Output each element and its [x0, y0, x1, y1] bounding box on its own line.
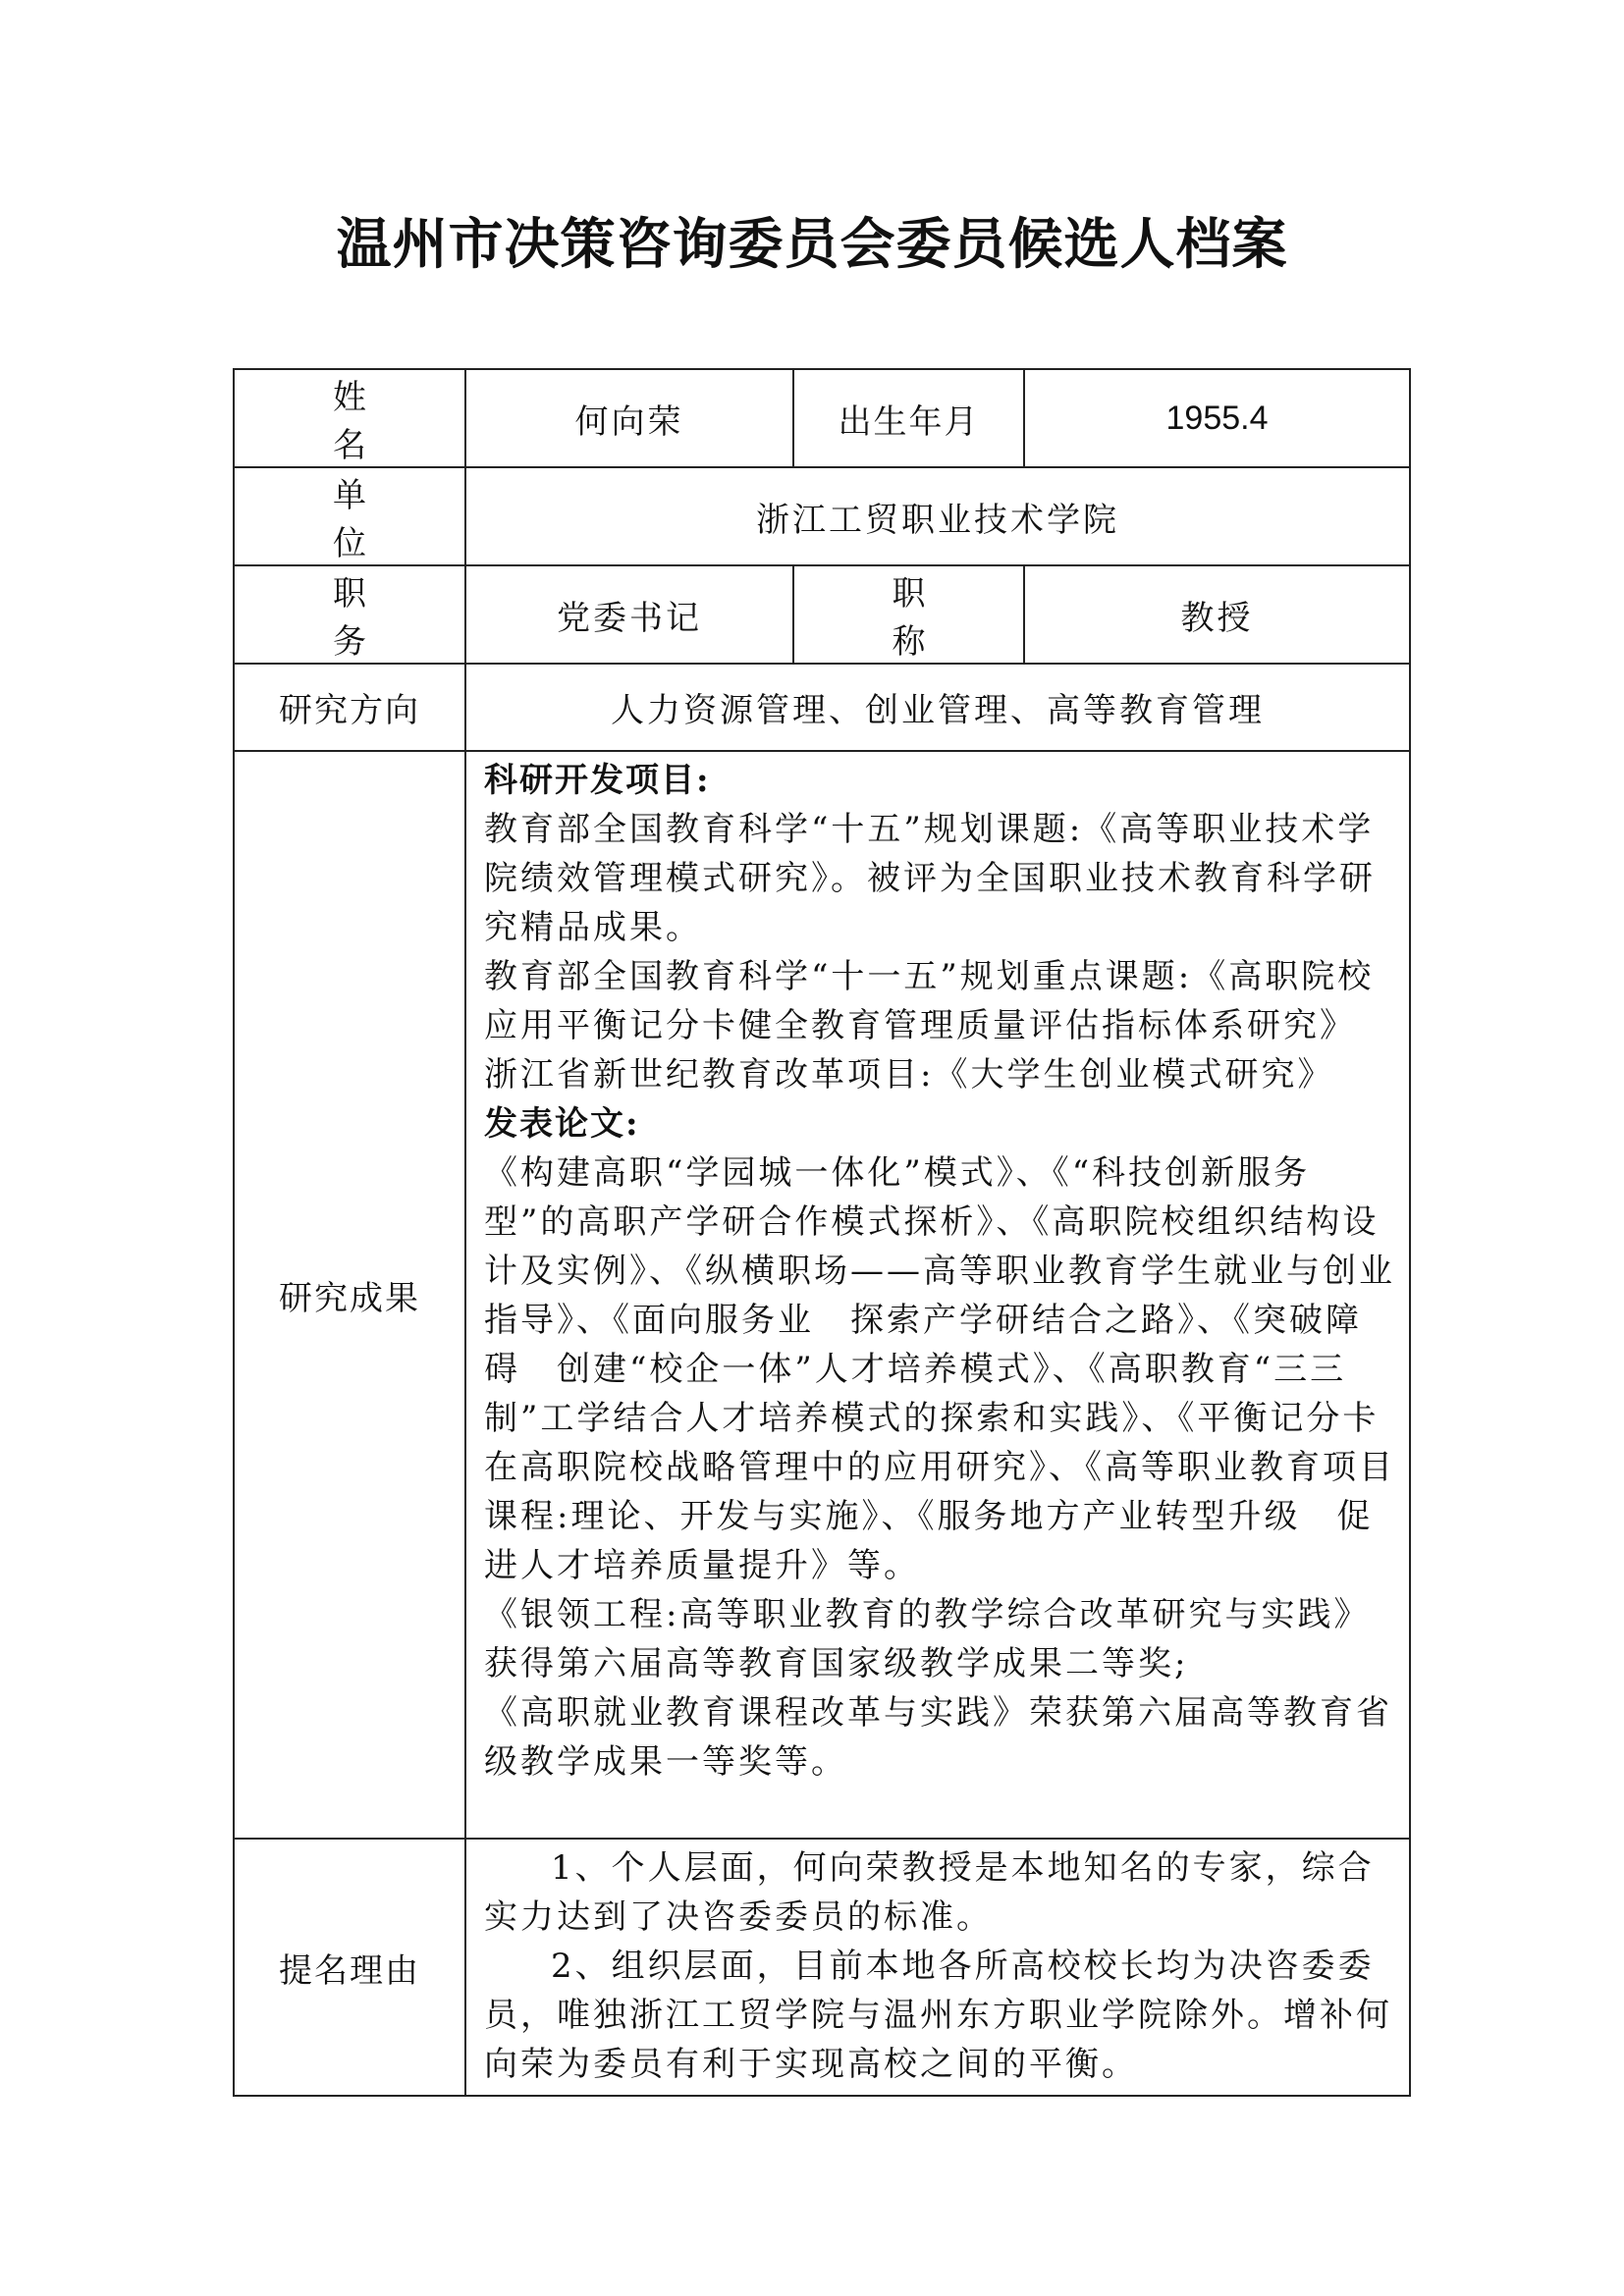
rank-label: 职 称	[793, 565, 1024, 664]
paper-item: 《高职就业教育课程改革与实践》荣获第六届高等教育省级教学成果一等奖等。	[484, 1693, 1392, 1782]
reason-item: 1、个人层面，何向荣教授是本地知名的专家，综合实力达到了决咨委委员的标准。	[484, 1848, 1375, 1937]
reason-content	[465, 1839, 1410, 2096]
duty-label: 职 务	[234, 565, 465, 664]
duty-value: 党委书记	[465, 565, 793, 664]
unit-label: 单 位	[234, 467, 465, 565]
project-item: 浙江省新世纪教育改革项目:《大学生创业模式研究》	[484, 1055, 1334, 1095]
candidate-form-table	[233, 368, 1411, 2097]
document-title: 温州市决策咨询委员会委员候选人档案	[336, 212, 1288, 277]
birth-label: 出生年月	[793, 369, 1024, 467]
projects-heading: 科研开发项目:	[484, 761, 711, 800]
row-research	[234, 664, 1410, 751]
research-label: 研究方向	[234, 664, 465, 751]
reason-item: 2、组织层面，目前本地各所高校校长均为决咨委委员，唯独浙江工贸学院与温州东方职业学院除外。增补何向荣为委员有利于实现高校之间的平衡。	[484, 1947, 1392, 2084]
row-reason	[234, 1839, 1410, 2096]
name-value: 何向荣	[465, 369, 793, 467]
project-item: 教育部全国教育科学“十一五”规划重点课题:《高职院校应用平衡记分卡健全教育管理质量评估指标体系研究》	[484, 957, 1375, 1045]
row-duty	[234, 565, 1410, 664]
row-name	[234, 369, 1410, 467]
rank-value: 教授	[1024, 565, 1410, 664]
row-results	[234, 751, 1410, 1839]
paper-item: 《构建高职“学园城一体化”模式》、《“科技创新服务型”的高职产学研合作模式探析》、《高职院校组织结构设计及实例》、《纵横职场——高等职业教育学生就业与创业指导》、《面向服务业 探索产学研结合之路》、《突破障碍 创建“校企一体”人才培养模式》、《高职教育“三三制”工学结合人才培养模式的探索和实践》、《平衡记分卡在高职院校战略管理中的应用研究》、《高等职业教育项目课程:理论、开发与实施》、《服务地方产业转型升级 促进人才培养质量提升》等。	[484, 1153, 1395, 1585]
papers-heading: 发表论文:	[484, 1104, 640, 1144]
reason-label: 提名理由	[234, 1839, 465, 2096]
row-unit	[234, 467, 1410, 565]
results-content	[465, 751, 1410, 1839]
project-item: 教育部全国教育科学“十五”规划课题:《高等职业技术学院绩效管理模式研究》。被评为全国职业技术教育科学研究精品成果。	[484, 810, 1376, 947]
results-label: 研究成果	[234, 751, 465, 1839]
birth-value: 1955.4	[1024, 369, 1410, 467]
name-label: 姓 名	[234, 369, 465, 467]
unit-value: 浙江工贸职业技术学院	[465, 467, 1410, 565]
paper-item: 《银领工程:高等职业教育的教学综合改革研究与实践》获得第六届高等教育国家级教学成果二等奖;	[484, 1595, 1371, 1683]
research-value: 人力资源管理、创业管理、高等教育管理	[465, 664, 1410, 751]
